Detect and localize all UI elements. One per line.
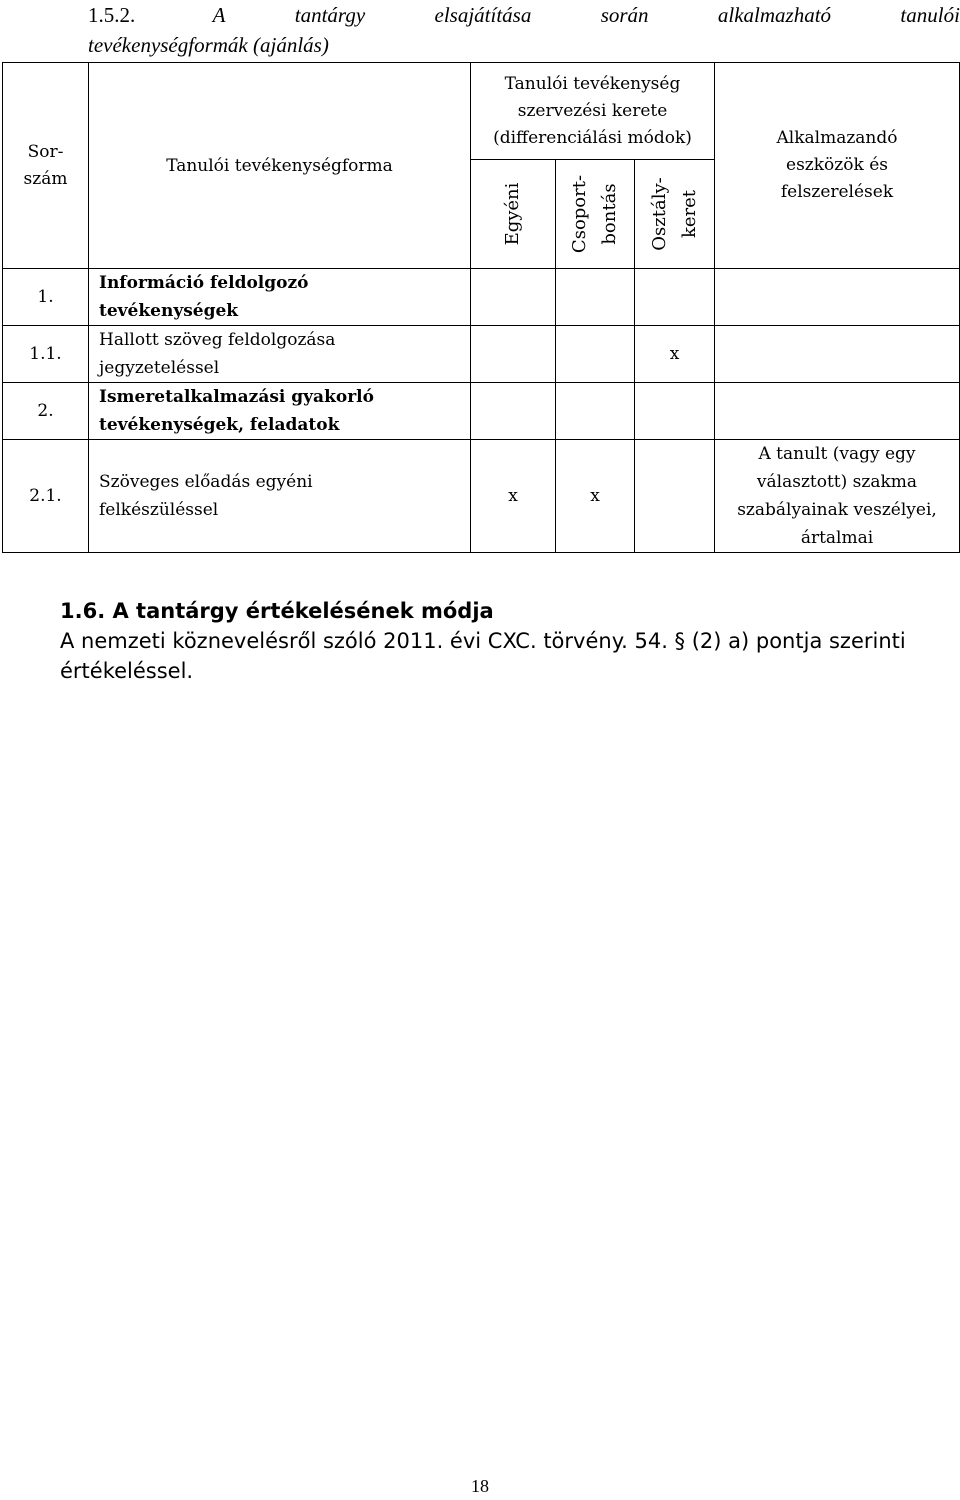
header-alk-line: felszerelések [780,182,894,202]
header-osztaly-line: keret [678,189,700,239]
heading-word: során [600,3,649,27]
row-number: 1.1. [3,326,89,383]
row-activity [89,326,471,383]
header-eszkozok [715,63,960,269]
row-egyeni [471,269,556,326]
table-row [3,440,960,553]
row-eszkoz [715,269,960,326]
section-heading [88,0,960,60]
row-activity-line: Szöveges előadás egyéni [99,472,313,492]
row-osztaly: x [635,326,715,383]
heading-line-1 [88,0,960,30]
row-csoport [556,383,635,440]
row-activity-line: jegyzeteléssel [99,358,220,378]
row-activity [89,440,471,553]
header-osztaly-line: Osztály- [648,177,670,251]
header-org-line: (differenciálási módok) [493,127,692,148]
table-row [3,269,960,326]
row-csoport [556,269,635,326]
row-number: 2.1. [3,440,89,553]
assessment-section [60,596,960,686]
section-title: 1.6. A tantárgy értékelésének módja [60,599,494,623]
row-activity-line: Információ feldolgozó [99,273,309,293]
header-org-line: Tanulói tevékenység [504,73,681,94]
heading-word: elsajátítása [434,3,532,27]
header-egyeni-label: Egyéni [502,182,523,246]
row-number: 1. [3,269,89,326]
header-sorszam-line: szám [23,168,68,189]
row-eszkoz-line: ártalmai [800,528,874,548]
row-activity-line: Ismeretalkalmazási gyakorló [99,387,374,407]
heading-number: 1.5.2. [88,3,136,27]
header-osztalykeret [635,160,715,269]
header-egyeni [471,160,556,269]
header-tevekenysegforma: Tanulói tevékenységforma [89,63,471,269]
heading-word: tantárgy [294,3,366,27]
row-osztaly [635,440,715,553]
row-activity-line: Hallott szöveg feldolgozása [99,330,336,350]
heading-word: A [212,3,226,27]
row-csoport [556,326,635,383]
row-osztaly [635,269,715,326]
header-szervezesi-keret [471,63,715,160]
header-csoport-line: Csoport- [569,174,590,254]
activity-table [2,62,960,553]
row-number: 2. [3,383,89,440]
page-number: 18 [471,1476,489,1496]
row-activity-line: tevékenységek [99,301,239,321]
row-egyeni: x [471,440,556,553]
row-egyeni [471,383,556,440]
row-osztaly [635,383,715,440]
row-eszkoz-line: választott) szakma [756,472,918,492]
header-alk-line: Alkalmazandó [776,128,898,148]
row-eszkoz-line: szabályainak veszélyei, [737,500,937,520]
header-sorszam-line: Sor- [27,141,64,162]
row-eszkoz [715,326,960,383]
row-eszkoz-line: A tanult (vagy egy [758,444,916,464]
row-activity [89,269,471,326]
heading-word: tanulói [900,3,960,27]
header-csoportbontas [556,160,635,269]
row-activity-line: felkészüléssel [99,500,219,520]
table-row [3,383,960,440]
heading-line-2: tevékenységformák (ajánlás) [88,33,329,57]
row-eszkoz [715,383,960,440]
row-activity [89,383,471,440]
header-alk-line: eszközök és [786,155,888,175]
row-activity-line: tevékenységek, feladatok [99,415,340,435]
header-sorszam [3,63,89,269]
table-row [3,326,960,383]
header-csoport-line: bontás [599,183,620,245]
row-csoport: x [556,440,635,553]
row-egyeni [471,326,556,383]
heading-word: alkalmazható [717,3,832,27]
section-body: A nemzeti köznevelésről szóló 2011. évi CXC. törvény. 54. § (2) a) pontja szerinti értékeléssel. [60,629,906,683]
row-eszkoz [715,440,960,553]
header-org-line: szervezési kerete [517,100,668,121]
